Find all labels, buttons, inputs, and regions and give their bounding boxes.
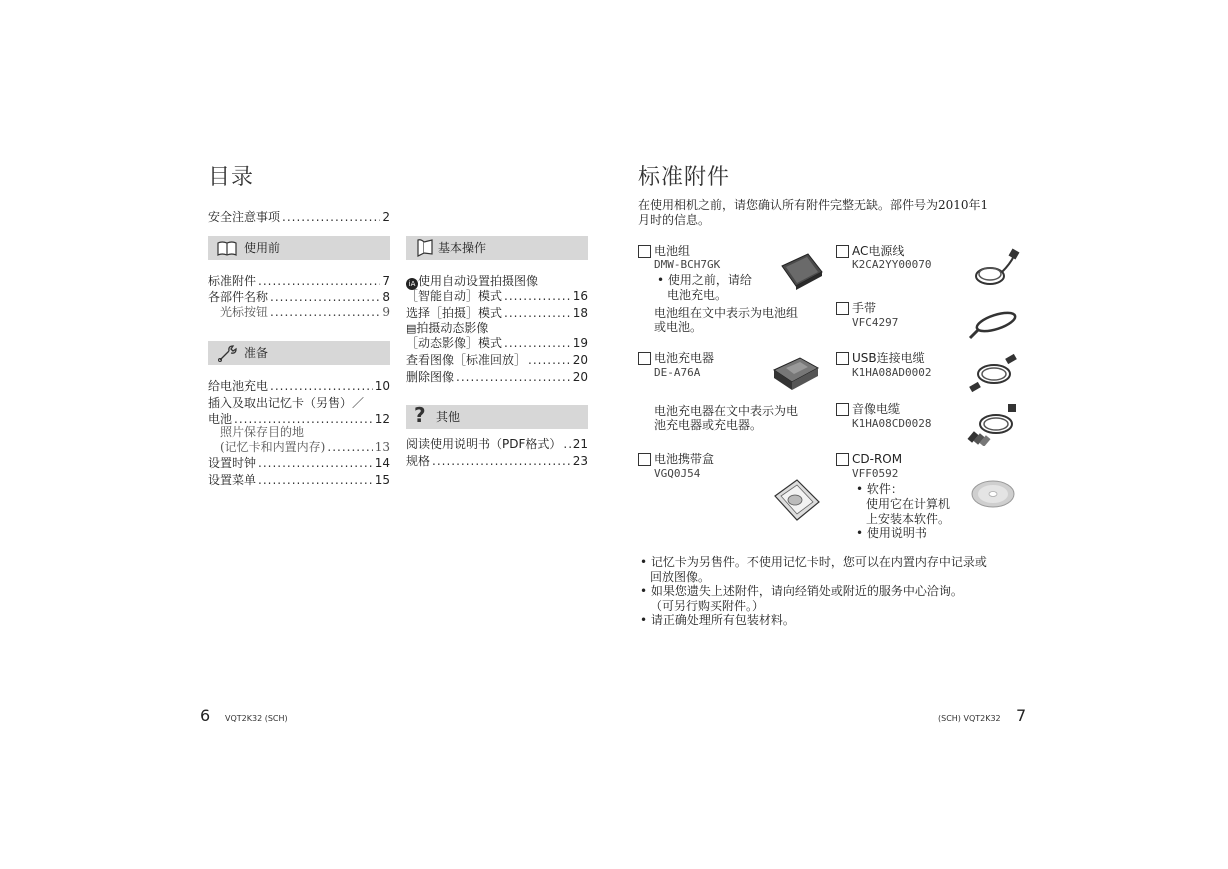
section-header-before (208, 236, 390, 260)
battery-image (778, 252, 826, 292)
checkbox-av-cable[interactable] (836, 403, 849, 416)
item-code: K2CA2YY00070 (852, 258, 932, 271)
item-note: 电池充电。 (667, 288, 728, 302)
checkbox-usb-cable[interactable] (836, 352, 849, 365)
hand-strap-image (968, 306, 1020, 342)
item-name: 音像电缆 (852, 402, 901, 416)
item-desc: 池充电器或充电器。 (654, 418, 763, 432)
toc-entry[interactable] (208, 289, 390, 305)
av-cable-image (966, 402, 1020, 446)
toc-entry-page: 19 (572, 336, 588, 350)
item-name: 电池携带盒 (654, 452, 715, 466)
wrench-icon (216, 343, 238, 363)
toc-entry-page: 7 (382, 274, 390, 288)
item-note: 上安装本软件。 (866, 512, 951, 526)
note-line: • 如果您遗失上述附件，请向经销处或附近的服务中心洽询。 (640, 584, 963, 598)
item-name: 手带 (852, 301, 877, 315)
toc-entry[interactable] (406, 288, 588, 304)
item-code: K1HA08AD0002 (852, 366, 932, 379)
item-name: USB连接电缆 (852, 351, 925, 365)
toc-entry-label: (记忆卡和内置内存) (220, 440, 326, 454)
doc-code-right: (SCH) VQT2K32 (938, 714, 1001, 723)
toc-entry-page: 8 (382, 290, 390, 304)
toc-entry-page: 12 (374, 412, 390, 426)
ac-cable-image (972, 248, 1022, 288)
toc-entry-label: 阅读使用说明书（PDF格式） (406, 437, 562, 451)
accessories-title: 标准附件 (638, 165, 731, 190)
toc-entry-page: 15 (374, 473, 390, 487)
toc-entry-label: ［智能自动］模式 (406, 289, 503, 303)
section-header-other (406, 405, 588, 429)
toc-entry-page: 23 (572, 454, 588, 468)
toc-entry-page: 2 (382, 210, 390, 224)
toc-entry-page: 14 (374, 456, 390, 470)
toc-entry-label: 光标按钮 (220, 305, 269, 319)
toc-subentry-label: 照片保存目的地 (220, 425, 305, 439)
toc-title: 目录 (208, 165, 255, 190)
battery-case-image (773, 478, 821, 522)
item-code: K1HA08CD0028 (852, 417, 932, 430)
toc-entry-page: 13 (374, 440, 390, 454)
toc-entry-page: 21 (572, 437, 588, 451)
item-code: DMW-BCH7GK (654, 258, 721, 271)
item-note: • 使用之前，请给 (657, 273, 752, 287)
book-icon (216, 238, 238, 258)
item-name: AC电源线 (852, 244, 905, 258)
item-code: VFF0592 (852, 467, 899, 480)
toc-entry-page: 9 (382, 305, 390, 319)
note-line: • 请正确处理所有包装材料。 (640, 613, 795, 627)
toc-entry-label: 电池 (208, 412, 233, 426)
note-line: （可另行购买附件。） (650, 599, 765, 613)
toc-entry[interactable] (406, 305, 588, 321)
checkbox-ac-cable[interactable] (836, 245, 849, 258)
toc-entry[interactable] (208, 273, 390, 289)
section-label: 基本操作 (438, 241, 487, 255)
checkbox-case[interactable] (638, 453, 651, 466)
toc-entry[interactable] (208, 455, 390, 471)
toc-entry[interactable] (406, 436, 588, 452)
charger-image (772, 354, 820, 392)
note-line: 回放图像。 (650, 570, 711, 584)
toc-entry[interactable] (208, 378, 390, 394)
toc-entry-page: 20 (572, 370, 588, 384)
checkbox-charger[interactable] (638, 352, 651, 365)
toc-entry-label: 使用自动设置拍摄图像 (418, 274, 539, 288)
item-desc: 或电池。 (654, 320, 703, 334)
item-code: VFC4297 (852, 316, 899, 329)
toc-entry-label: 标准附件 (208, 274, 257, 288)
item-name: 电池充电器 (654, 351, 715, 365)
toc-subentry[interactable] (220, 304, 390, 320)
toc-entry-page: 10 (374, 379, 390, 393)
toc-entry-page: 16 (572, 289, 588, 303)
question-icon: ? (414, 403, 426, 427)
toc-entry[interactable] (406, 369, 588, 385)
movie-mode-icon: ▤ (406, 322, 417, 335)
checkbox-cdrom[interactable] (836, 453, 849, 466)
toc-entry-label: 插入及取出记忆卡（另售）／ (208, 396, 365, 410)
item-note: • 软件： (856, 482, 903, 496)
toc-entry-page: 20 (572, 353, 588, 367)
doc-code-left: VQT2K32 (SCH) (225, 714, 288, 723)
bookmark-icon (414, 238, 436, 258)
section-header-basic (406, 236, 588, 260)
toc-entry-label: 删除图像 (406, 370, 455, 384)
note-line: • 记忆卡为另售件。不使用记忆卡时，您可以在内置内存中记录或 (640, 555, 987, 569)
toc-entry-label: ［动态影像］模式 (406, 336, 503, 350)
section-label: 其他 (436, 410, 461, 424)
toc-entry[interactable] (406, 352, 588, 368)
intro-text: 月时的信息。 (638, 213, 711, 227)
item-name: 电池组 (654, 244, 691, 258)
toc-entry-label: 设置时钟 (208, 456, 257, 470)
toc-entry-label: 查看图像［标准回放］ (406, 353, 527, 367)
toc-entry-page: 18 (572, 306, 588, 320)
toc-subentry[interactable] (220, 439, 390, 455)
toc-entry-label: 拍摄动态影像 (416, 321, 489, 335)
toc-entry-label: 选择［拍摄］模式 (406, 306, 503, 320)
intro-text: 在使用相机之前，请您确认所有附件完整无缺。部件号为2010年1 (638, 198, 989, 212)
page-number-right: 7 (1016, 706, 1027, 725)
checkbox-battery[interactable] (638, 245, 651, 258)
item-desc: 电池组在文中表示为电池组 (654, 306, 799, 320)
toc-entry[interactable] (208, 472, 390, 488)
toc-entry[interactable] (406, 335, 588, 351)
page-number-left: 6 (200, 706, 211, 725)
toc-entry[interactable] (208, 209, 390, 225)
item-code: VGQ0J54 (654, 467, 701, 480)
toc-entry[interactable] (406, 453, 588, 469)
section-label: 使用前 (244, 241, 281, 255)
toc-entry-label: 安全注意事项 (208, 210, 281, 224)
toc-entry-label: 各部件名称 (208, 290, 269, 304)
usb-cable-image (968, 352, 1020, 394)
cdrom-image (970, 478, 1016, 510)
item-desc: 电池充电器在文中表示为电 (654, 404, 799, 418)
section-header-prep (208, 341, 390, 365)
section-label: 准备 (244, 346, 269, 360)
item-note: • 使用说明书 (856, 526, 927, 540)
toc-entry-label: 规格 (406, 454, 431, 468)
item-note: 使用它在计算机 (866, 497, 951, 511)
toc-entry-label: 设置菜单 (208, 473, 257, 487)
checkbox-strap[interactable] (836, 302, 849, 315)
toc-entry-label: 给电池充电 (208, 379, 269, 393)
intelligent-auto-icon: iA (406, 278, 418, 290)
item-code: DE-A76A (654, 366, 701, 379)
item-name: CD-ROM (852, 452, 903, 466)
